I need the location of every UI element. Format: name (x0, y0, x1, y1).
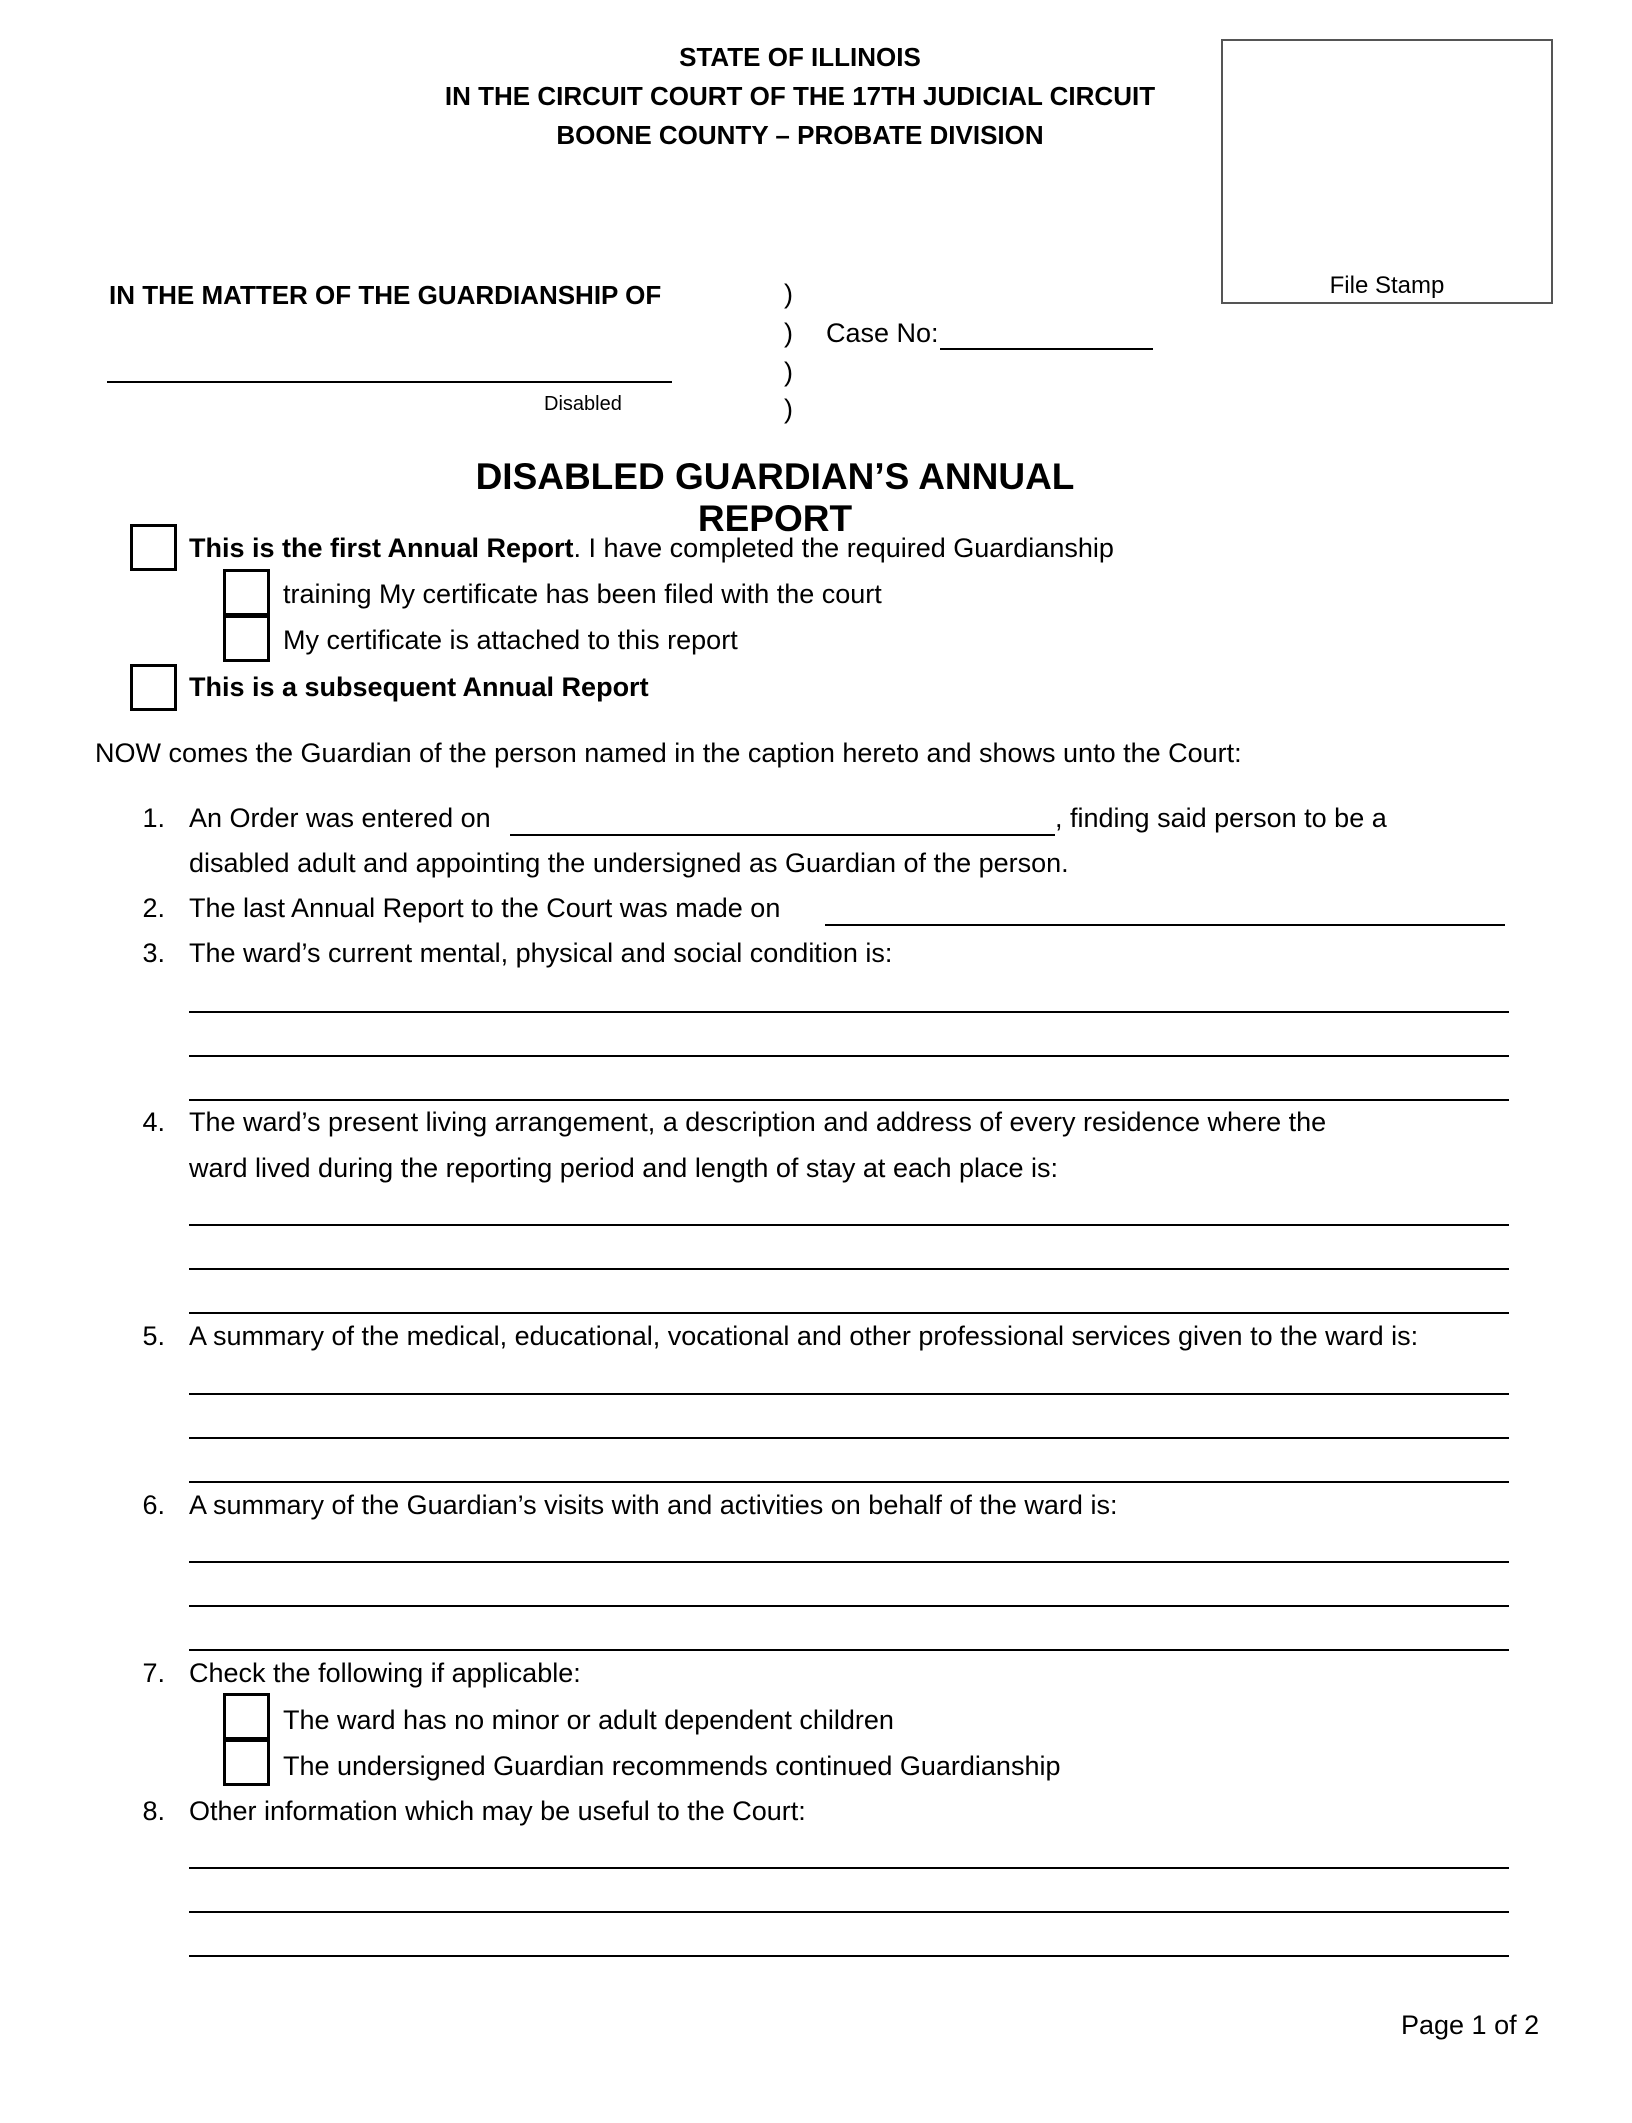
first-report-checkbox[interactable] (130, 524, 177, 571)
court-circuit-heading: IN THE CIRCUIT COURT OF THE 17TH JUDICIAL CIRCUIT (444, 81, 1156, 111)
caption-paren-4: ) (784, 394, 793, 424)
item-5-number: 5. (142, 1321, 165, 1351)
first-report-label (189, 533, 1114, 564)
item-3-number: 3. (142, 938, 165, 968)
certificate-attached-label: My certificate is attached to this report (283, 625, 738, 655)
item-8-text: Other information which may be useful to the Court: (189, 1796, 806, 1826)
item-4-text-line2: ward lived during the reporting period and length of stay at each place is: (189, 1153, 1059, 1183)
item-1-text-line2: disabled adult and appointing the undersigned as Guardian of the person. (189, 848, 1069, 878)
item-1-text-pre: An Order was entered on (189, 803, 491, 833)
first-report-rest-text: . I have completed the required Guardianship (573, 533, 1114, 563)
visits-line-2[interactable] (189, 1605, 1509, 1607)
file-stamp-box (1221, 39, 1553, 304)
item-7-number: 7. (142, 1658, 165, 1688)
case-number-field[interactable] (940, 348, 1153, 350)
certificate-filed-label: training My certificate has been filed with the court (283, 579, 882, 609)
report-title: DISABLED GUARDIAN’S ANNUAL REPORT (475, 456, 1075, 539)
living-line-3[interactable] (189, 1312, 1509, 1314)
continued-guardianship-checkbox[interactable] (223, 1739, 270, 1786)
services-line-2[interactable] (189, 1437, 1509, 1439)
court-state-heading: STATE OF ILLINOIS (679, 42, 921, 72)
page-number: Page 1 of 2 (1401, 2010, 1540, 2040)
certificate-attached-checkbox[interactable] (223, 615, 270, 662)
first-report-bold-text: This is the first Annual Report (189, 533, 574, 563)
other-info-line-3[interactable] (189, 1955, 1509, 1957)
visits-line-3[interactable] (189, 1649, 1509, 1651)
visits-line-1[interactable] (189, 1561, 1509, 1563)
case-number-label: Case No: (826, 318, 939, 348)
item-3-text: The ward’s current mental, physical and social condition is: (189, 938, 893, 968)
condition-line-1[interactable] (189, 1011, 1509, 1013)
court-county-heading: BOONE COUNTY – PROBATE DIVISION (556, 120, 1044, 150)
item-6-number: 6. (142, 1490, 165, 1520)
guardianship-matter-label: IN THE MATTER OF THE GUARDIANSHIP OF (109, 280, 662, 310)
intro-statement: NOW comes the Guardian of the person named in the caption hereto and shows unto the Court: (95, 738, 1242, 768)
condition-line-2[interactable] (189, 1055, 1509, 1057)
item-2-text: The last Annual Report to the Court was made on (189, 893, 781, 923)
item-1-text-post: , finding said person to be a (1055, 803, 1387, 833)
item-1-number: 1. (142, 803, 165, 833)
other-info-line-2[interactable] (189, 1911, 1509, 1913)
item-8-number: 8. (142, 1796, 165, 1826)
subsequent-report-label: This is a subsequent Annual Report (189, 672, 649, 702)
item-4-text-line1: The ward’s present living arrangement, a description and address of every residence where the (189, 1107, 1327, 1137)
order-date-field[interactable] (510, 834, 1055, 836)
item-6-text: A summary of the Guardian’s visits with and activities on behalf of the ward is: (189, 1490, 1118, 1520)
continued-guardianship-label: The undersigned Guardian recommends continued Guardianship (283, 1751, 1061, 1781)
no-dependents-checkbox[interactable] (223, 1693, 270, 1740)
last-report-date-field[interactable] (825, 924, 1505, 926)
item-2-number: 2. (142, 893, 165, 923)
other-info-line-1[interactable] (189, 1867, 1509, 1869)
item-4-number: 4. (142, 1107, 165, 1137)
no-dependents-label: The ward has no minor or adult dependent children (283, 1705, 894, 1735)
caption-paren-1: ) (784, 279, 793, 309)
item-7-text: Check the following if applicable: (189, 1658, 581, 1688)
item-5-text: A summary of the medical, educational, vocational and other professional services given to the ward is: (189, 1321, 1419, 1351)
living-line-2[interactable] (189, 1268, 1509, 1270)
ward-name-line[interactable] (107, 381, 672, 383)
file-stamp-label: File Stamp (1329, 272, 1445, 299)
services-line-1[interactable] (189, 1393, 1509, 1395)
caption-paren-3: ) (784, 357, 793, 387)
caption-paren-2: ) (784, 318, 793, 348)
living-line-1[interactable] (189, 1224, 1509, 1226)
services-line-3[interactable] (189, 1481, 1509, 1483)
condition-line-3[interactable] (189, 1099, 1509, 1101)
certificate-filed-checkbox[interactable] (223, 569, 270, 616)
disabled-label: Disabled (544, 393, 622, 415)
subsequent-report-checkbox[interactable] (130, 664, 177, 711)
